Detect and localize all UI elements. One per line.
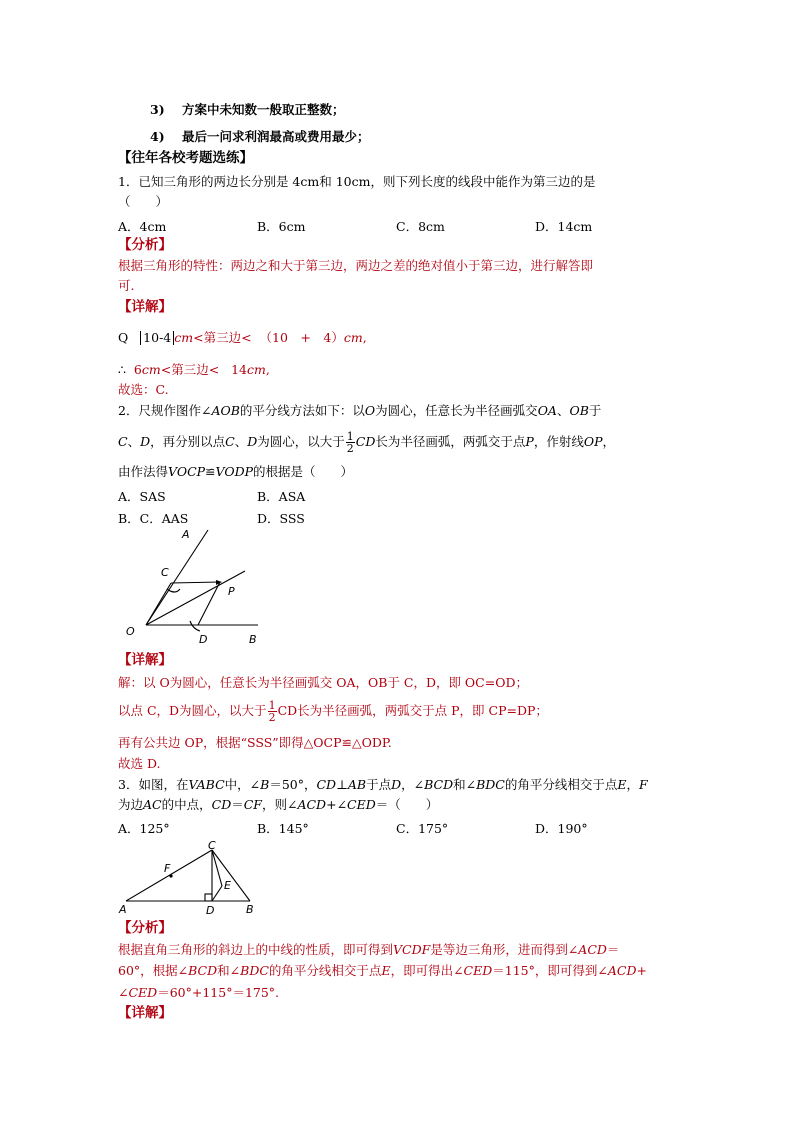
segment-dp xyxy=(198,582,220,625)
q3-analysis-line3: ∠CED＝60°+115°＝175°. xyxy=(118,985,280,1000)
q3-option-c: C．175° xyxy=(396,821,449,836)
q1-answer: 故选：C. xyxy=(118,382,169,397)
q3-line2: 为边AC的中点，CD＝CF，则∠ACD+∠CED＝（ ） xyxy=(118,797,439,812)
q3-analysis-line2: 60°，根据∠BCD和∠BDC的角平分线相交于点E，即可得出∠CED＝115°，即可得到∠ACD+ xyxy=(118,963,647,978)
q1-analysis-line1: 根据三角形的特性：两边之和大于第三边，两边之差的绝对值小于第三边，进行解答即 xyxy=(118,258,594,273)
q1-detail-label: 【详解】 xyxy=(118,299,172,315)
q3-option-d: D．190° xyxy=(535,821,588,836)
label-f: F xyxy=(164,862,171,875)
list-item-4 xyxy=(150,129,370,145)
label-c: C xyxy=(161,566,169,579)
angle-bisector-figure xyxy=(118,525,278,651)
q2-answer: 故选 D. xyxy=(118,756,161,771)
q3-detail-label: 【详解】 xyxy=(118,1005,172,1021)
q2-option-a: A．SAS xyxy=(118,489,166,504)
list-number: 4) xyxy=(150,129,165,144)
q2-solution-line1: 解：以 O为圆心，任意长为半径画弧交 OA，OB于 C，D，即 OC=OD； xyxy=(118,675,528,690)
q1-option-a: A．4cm xyxy=(118,219,167,234)
label-a: A xyxy=(182,528,190,541)
segment-ce xyxy=(212,850,222,886)
q2-line2: C、D，再分别以点C、D为圆心，以大于 $\frac{1}{2}$ CD长为半径画弧，两弧交于点P，作射线OP， xyxy=(118,430,616,455)
q1-detail-line2: ∴ 6cm<第三边< 14cm, xyxy=(118,362,270,377)
list-text: 最后一问求利润最高或费用最少； xyxy=(182,129,370,144)
fraction-one-half: $\frac{1}{2}$ xyxy=(346,430,354,455)
q2-option-b: B．ASA xyxy=(257,489,306,504)
arc-mark-d xyxy=(190,621,200,631)
label-b: B xyxy=(246,903,254,916)
q3-analysis-line1: 根据直角三角形的斜边上的中线的性质，即可得到VCDF是等边三角形，进而得到∠ACD＝ xyxy=(118,942,620,957)
q1-analysis-line2: 可. xyxy=(118,278,135,293)
ray-oa xyxy=(146,530,208,625)
list-item-3 xyxy=(150,102,345,118)
list-text: 方案中未知数一般取正整数； xyxy=(182,102,345,117)
q2-solution-line3: 再有公共边 OP，根据“SSS”即得△OCP≌△ODP. xyxy=(118,735,392,750)
q1-option-b: B．6cm xyxy=(257,219,306,234)
list-number: 3) xyxy=(150,102,165,117)
q2-line1: 2．尺规作图作∠AOB的平分线方法如下：以O为圆心，任意长为半径画弧交OA、OB于 xyxy=(118,403,602,418)
q1-option-c: C．8cm xyxy=(396,219,445,234)
label-b: B xyxy=(249,633,257,646)
label-o: O xyxy=(126,625,135,638)
q1-stem: 1．已知三角形的两边长分别是 4cm和 10cm，则下列长度的线段中能作为第三边的是 xyxy=(118,174,596,189)
right-angle-mark xyxy=(205,894,212,901)
label-e: E xyxy=(224,879,231,892)
absolute-value: 10-4 xyxy=(140,331,174,345)
label-p: P xyxy=(228,585,235,598)
triangle-abc-figure xyxy=(116,838,264,916)
q1-option-d: D．14cm xyxy=(535,219,593,234)
q2-solution-line2: 以点 C，D为圆心，以大于 $\frac{1}{2}$ CD长为半径画弧，两弧交于点 P，即 CP=DP； xyxy=(118,699,548,724)
q1-analysis-label: 【分析】 xyxy=(118,237,172,253)
ray-op xyxy=(146,571,245,625)
q1-detail-line1: Q 10-4 cm<第三边< （10 + 4）cm, xyxy=(118,330,367,345)
segment-ac xyxy=(126,850,212,901)
q2-line3: 由作法得VOCP≌VODP的根据是（ ） xyxy=(118,464,354,479)
label-d: D xyxy=(206,904,215,916)
q2-option-d: D．SSS xyxy=(257,511,305,526)
q2-detail-label: 【详解】 xyxy=(118,652,172,668)
q3-line1: 3．如图，在VABC中，∠B＝50°，CD⊥AB于点D，∠BCD和∠BDC的角平分线相交于点E，F xyxy=(118,777,648,792)
label-d: D xyxy=(199,633,208,646)
section-title: 【往年各校考题选练】 xyxy=(118,150,253,166)
label-c: C xyxy=(208,839,216,852)
q2-option-c: B．C．AAS xyxy=(118,511,189,526)
q1-blank: （ ） xyxy=(118,194,169,209)
q3-option-a: A．125° xyxy=(118,821,170,836)
segment-de xyxy=(212,886,222,901)
q3-option-b: B．145° xyxy=(257,821,309,836)
fraction-one-half: $\frac{1}{2}$ xyxy=(268,699,276,724)
q3-analysis-label: 【分析】 xyxy=(118,920,172,936)
label-a: A xyxy=(119,903,127,916)
segment-cp xyxy=(171,582,220,583)
